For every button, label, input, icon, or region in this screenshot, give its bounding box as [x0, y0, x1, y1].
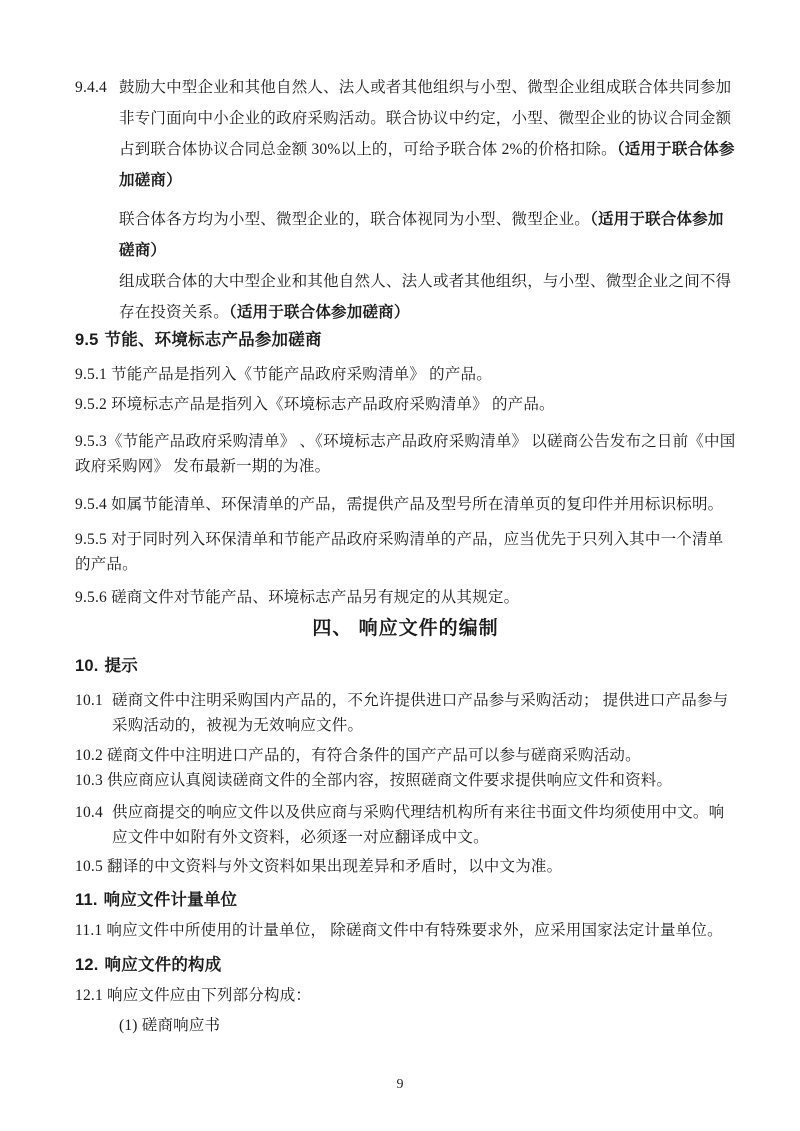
clause-9.4.4-para-2 [119, 204, 736, 266]
text-run: 12.1 响应文件应由下列部分构成： [75, 987, 312, 1004]
clause-number: 9.5 [75, 331, 99, 349]
heading-12 [75, 953, 736, 977]
emphasis-text: （适用于联合体参加磋商） [228, 304, 410, 321]
list-item-1 [75, 1013, 736, 1038]
text-run: 提示 [104, 657, 138, 675]
text-run: 9.5.6 磋商文件对节能产品、环境标志产品另有规定的从其规定。 [75, 589, 520, 606]
text-run: 10.2 磋商文件中注明进口产品的，有符合条件的国产产品可以参与磋商采购活动。 [75, 747, 641, 764]
document-body [75, 72, 736, 1038]
clause-number: 9.4.4 [75, 79, 107, 96]
section-heading-4 [75, 614, 736, 644]
clause-10.3 [75, 768, 736, 793]
clause-9.4.4-para-3 [119, 266, 736, 328]
text-run: 11.1 响应文件中所使用的计量单位， 除磋商文件中有特殊要求外，应采用国家法定计量单位。 [75, 922, 723, 939]
text-run: 9.5.3《节能产品政府采购清单》 、《环境标志产品政府采购清单》 以磋商公告发布之日前《中国政府采购网》 发布最新一期的为准。 [75, 433, 736, 475]
text-run: 响应文件的构成 [104, 956, 222, 974]
text-run: 供应商提交的响应文件以及供应商与采购代理结机构所有来往书面文件均须使用中文。响应文件中如附有外文资料，必须逐一对应翻译成中文。 [112, 804, 725, 846]
clause-number: 10.1 [75, 692, 103, 709]
emphasis-text: （适用于联合体参加磋商） [119, 211, 724, 259]
heading-11 [75, 888, 736, 912]
clause-11.1 [75, 918, 736, 943]
page-number: 9 [396, 1077, 404, 1092]
emphasis-text: （适用于联合体参加磋商） [119, 141, 735, 189]
clause-9.5.5 [75, 527, 736, 577]
clause-9.5.1 [75, 362, 736, 387]
text-run: 10.3 供应商应认真阅读磋商文件的全部内容，按照磋商文件要求提供响应文件和资料。 [75, 772, 673, 789]
clause-10.5 [75, 854, 736, 879]
text-run: 9.5.2 环境标志产品是指列入《环境标志产品政府采购清单》 的产品。 [75, 396, 555, 413]
clause-9.5.6 [75, 585, 736, 610]
text-run: 响应文件计量单位 [103, 891, 238, 909]
clause-9.5.3 [75, 429, 736, 479]
text-run: 9.5.4 如属节能清单、环保清单的产品，需提供产品及型号所在清单页的复印件并用标识标明。 [75, 496, 724, 513]
text-run: 联合体各方均为小型、微型企业的，联合体视同为小型、微型企业。 [119, 211, 591, 228]
text-run: 组成联合体的大中型企业和其他自然人、法人或者其他组织，与小型、微型企业之间不得存在投资关系。 [119, 273, 732, 321]
clause-10.4 [75, 800, 736, 850]
clause-9.5.4 [75, 492, 736, 517]
text-run: 磋商文件中注明采购国内产品的，不允许提供进口产品参与采购活动； 提供进口产品参与采购活动的，被视为无效响应文件。 [112, 692, 729, 734]
clause-number: 10. [75, 657, 99, 675]
clause-number: 11. [75, 891, 98, 909]
heading-10 [75, 654, 736, 678]
clause-9.5.2 [75, 392, 736, 417]
heading-9.5 [75, 328, 736, 352]
text-run: 四、 响应文件的编制 [312, 618, 499, 639]
text-run: 9.5.1 节能产品是指列入《节能产品政府采购清单》 的产品。 [75, 366, 492, 383]
clause-10.2 [75, 743, 736, 768]
text-run: 节能、环境标志产品参加磋商 [104, 331, 322, 349]
clause-number: 12. [75, 956, 99, 974]
text-run: 鼓励大中型企业和其他自然人、法人或者其他组织与小型、微型企业组成联合体共同参加非专门面向中小企业的政府采购活动。联合协议中约定，小型、微型企业的协议合同金额占到联合体协议合同总金额 30%以上的，可给予联合体 2%的价格扣除。 [119, 79, 732, 158]
clause-10.1 [75, 688, 736, 738]
clause-9.4.4 [75, 72, 736, 196]
clause-number: 10.4 [75, 804, 103, 821]
text-run: (1) 磋商响应书 [119, 1017, 221, 1034]
text-run: 10.5 翻译的中文资料与外文资料如果出现差异和矛盾时，以中文为准。 [75, 858, 563, 875]
text-run: 9.5.5 对于同时列入环保清单和节能产品政府采购清单的产品，应当优先于只列入其中一个清单的产品。 [75, 531, 724, 573]
clause-12.1 [75, 983, 736, 1008]
